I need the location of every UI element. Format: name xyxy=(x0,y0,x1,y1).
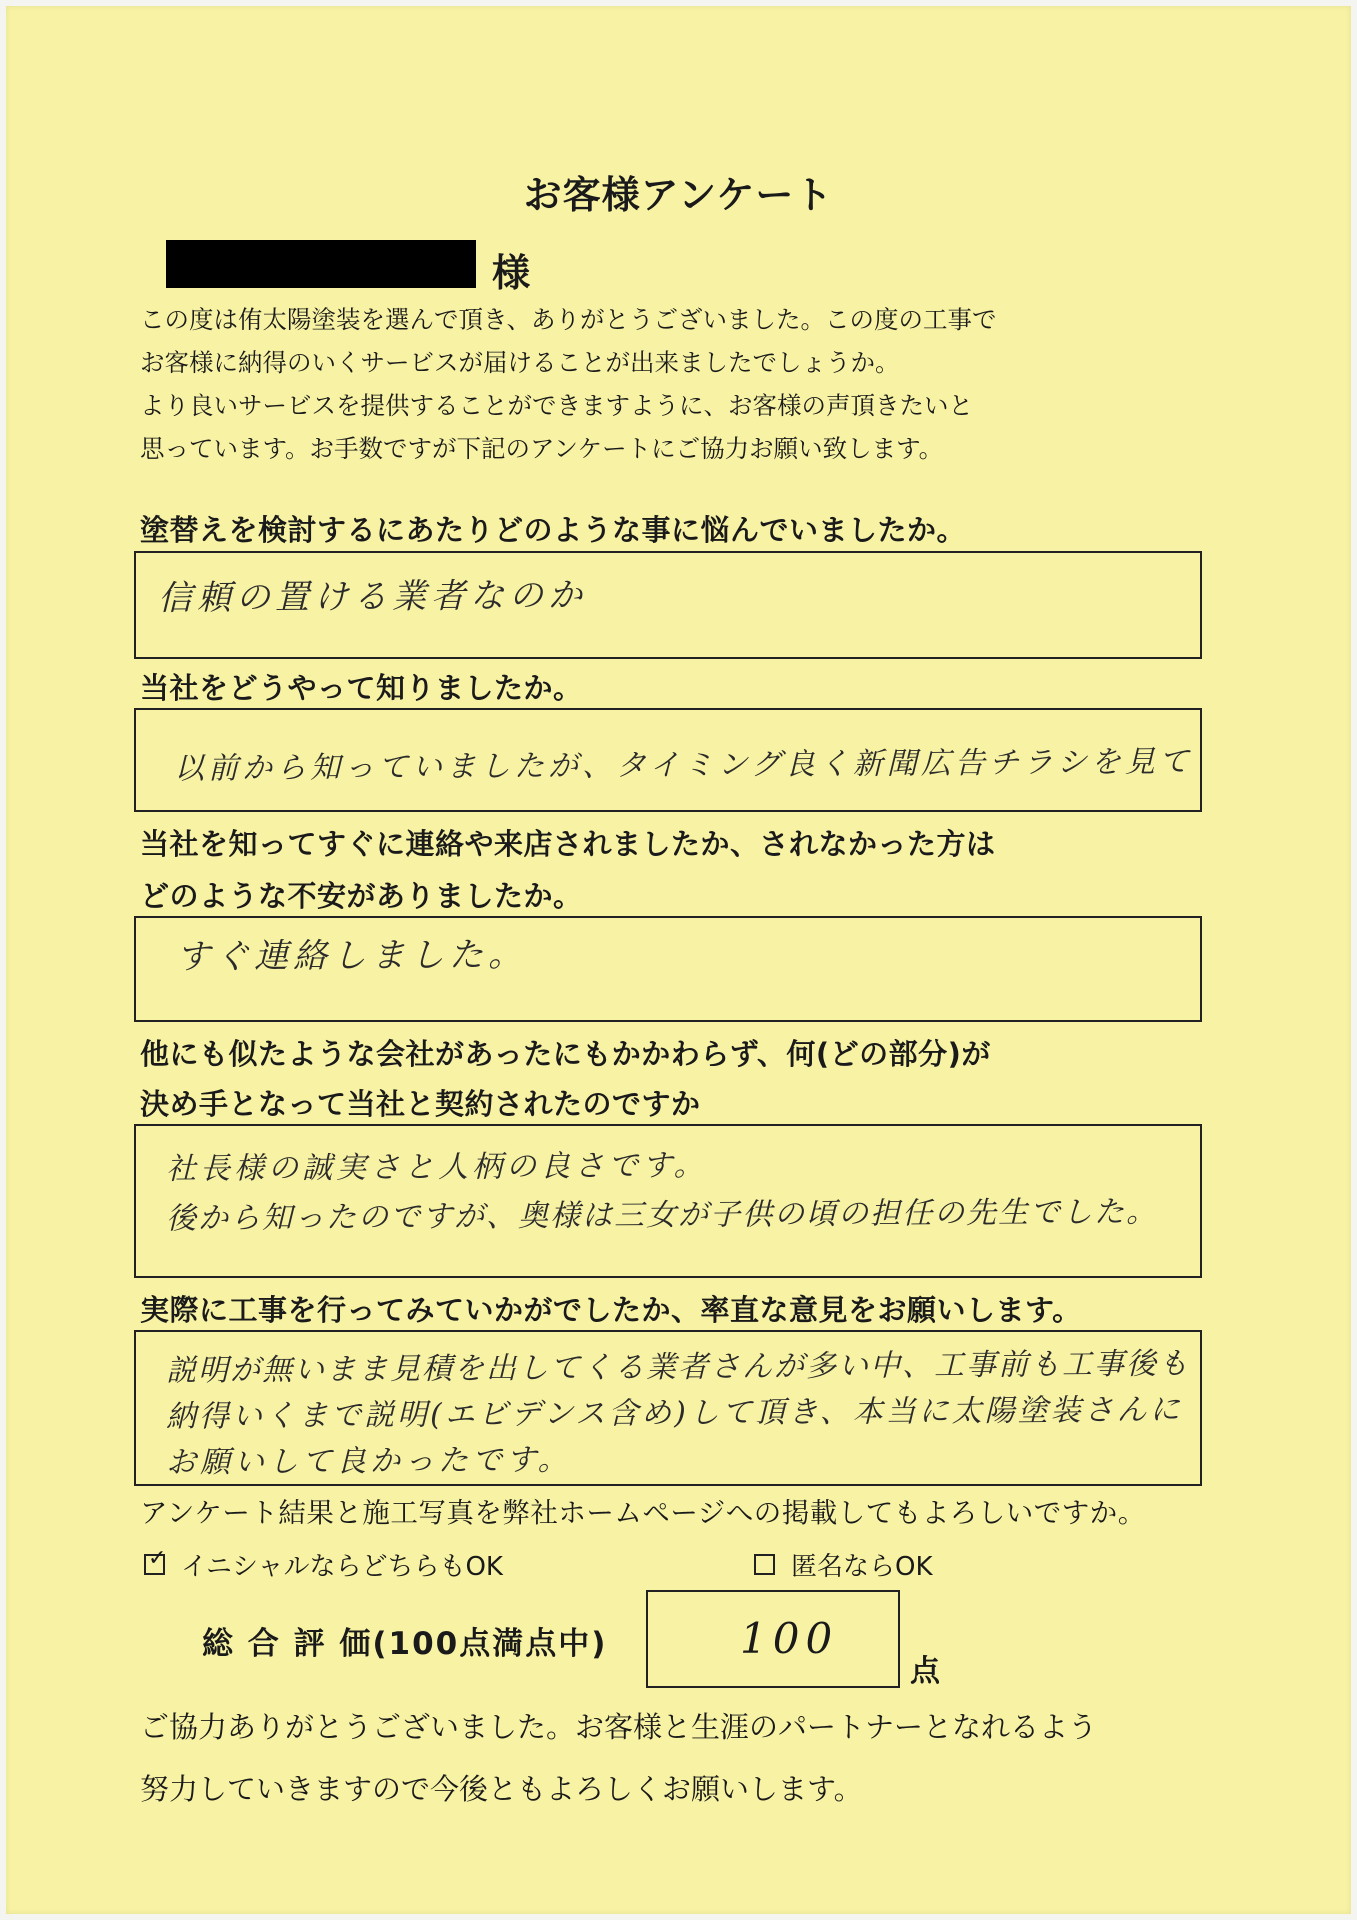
intro-paragraph xyxy=(140,298,1240,470)
score-label: 総 合 評 価(100点満点中) xyxy=(202,1626,608,1662)
intro-line: お客様に納得のいくサービスが届けることが出来ましたでしょうか。 xyxy=(140,348,900,377)
intro-line: 思っています。お手数ですが下記のアンケートにご協力お願い致します。 xyxy=(140,434,944,463)
handwritten-answer: 後から知ったのですが、奥様は三女が子供の頃の担任の先生でした。 xyxy=(165,1194,1159,1237)
intro-line: より良いサービスを提供することができますように、お客様の声頂きたいと xyxy=(140,391,973,420)
question-2: 当社をどうやって知りましたか。 xyxy=(140,671,583,705)
question-4-line-2: 決め手となって当社と契約されたのですか xyxy=(140,1087,701,1121)
option-label: 匿名ならOK xyxy=(791,1552,933,1582)
answer-box-3 xyxy=(134,916,1202,1022)
option-anonymous-ok[interactable] xyxy=(754,1546,933,1583)
handwritten-answer: お願いして良かったです。 xyxy=(165,1442,572,1481)
answer-box-5 xyxy=(134,1330,1202,1486)
closing-message xyxy=(140,1696,1097,1820)
question-1: 塗替えを検討するにあたりどのような事に悩んでいましたか。 xyxy=(140,513,967,547)
handwritten-answer: 信頼の置ける業者なのか xyxy=(157,575,588,619)
handwritten-answer: 説明が無いまま見積を出してくる業者さんが多い中、工事前も工事後も xyxy=(165,1346,1191,1389)
salutation: 様 xyxy=(492,251,531,295)
closing-line: ご協力ありがとうございました。お客様と生涯のパートナーとなれるよう xyxy=(140,1710,1098,1744)
handwritten-answer: すぐ連絡しました。 xyxy=(175,934,528,978)
permission-question: アンケート結果と施工写真を弊社ホームページへの掲載してもよろしいですか。 xyxy=(140,1497,1146,1529)
handwritten-score: 100 xyxy=(740,1614,839,1663)
question-3-line-1: 当社を知ってすぐに連絡や来店されましたか、されなかった方は xyxy=(140,827,996,861)
question-3-line-2: どのような不安がありましたか。 xyxy=(140,879,583,913)
handwritten-answer: 納得いくまで説明(エビデンス含め)して頂き、本当に太陽塗装さんに xyxy=(165,1392,1183,1435)
option-label: イニシャルならどちらもOK xyxy=(181,1552,503,1582)
checkbox-checked[interactable] xyxy=(144,1546,167,1575)
intro-line: この度は侑太陽塗装を選んで頂き、ありがとうございました。この度の工事で xyxy=(140,305,997,334)
question-4-line-1: 他にも似たような会社があったにもかかわらず、何(どの部分)が xyxy=(140,1037,991,1071)
score-box xyxy=(646,1590,900,1688)
survey-title: お客様アンケート xyxy=(523,173,834,217)
option-initials-ok[interactable] xyxy=(144,1546,503,1583)
handwritten-answer: 社長様の誠実さと人柄の良さです。 xyxy=(165,1148,708,1187)
score-unit: 点 xyxy=(910,1654,940,1689)
handwritten-answer: 以前から知っていましたが、タイミング良く新聞広告チラシを見て xyxy=(173,744,1193,787)
checkbox-unchecked[interactable] xyxy=(754,1554,775,1575)
answer-box-4 xyxy=(134,1124,1202,1278)
survey-sheet xyxy=(6,6,1351,1914)
redacted-customer-name xyxy=(166,240,476,288)
checkmark-icon: ✓ xyxy=(148,1546,167,1571)
closing-line: 努力していきますので今後ともよろしくお願いします。 xyxy=(140,1772,863,1806)
answer-box-2 xyxy=(134,708,1202,812)
question-5: 実際に工事を行ってみていかがでしたか、率直な意見をお願いします。 xyxy=(140,1293,1082,1327)
answer-box-1 xyxy=(134,551,1202,659)
